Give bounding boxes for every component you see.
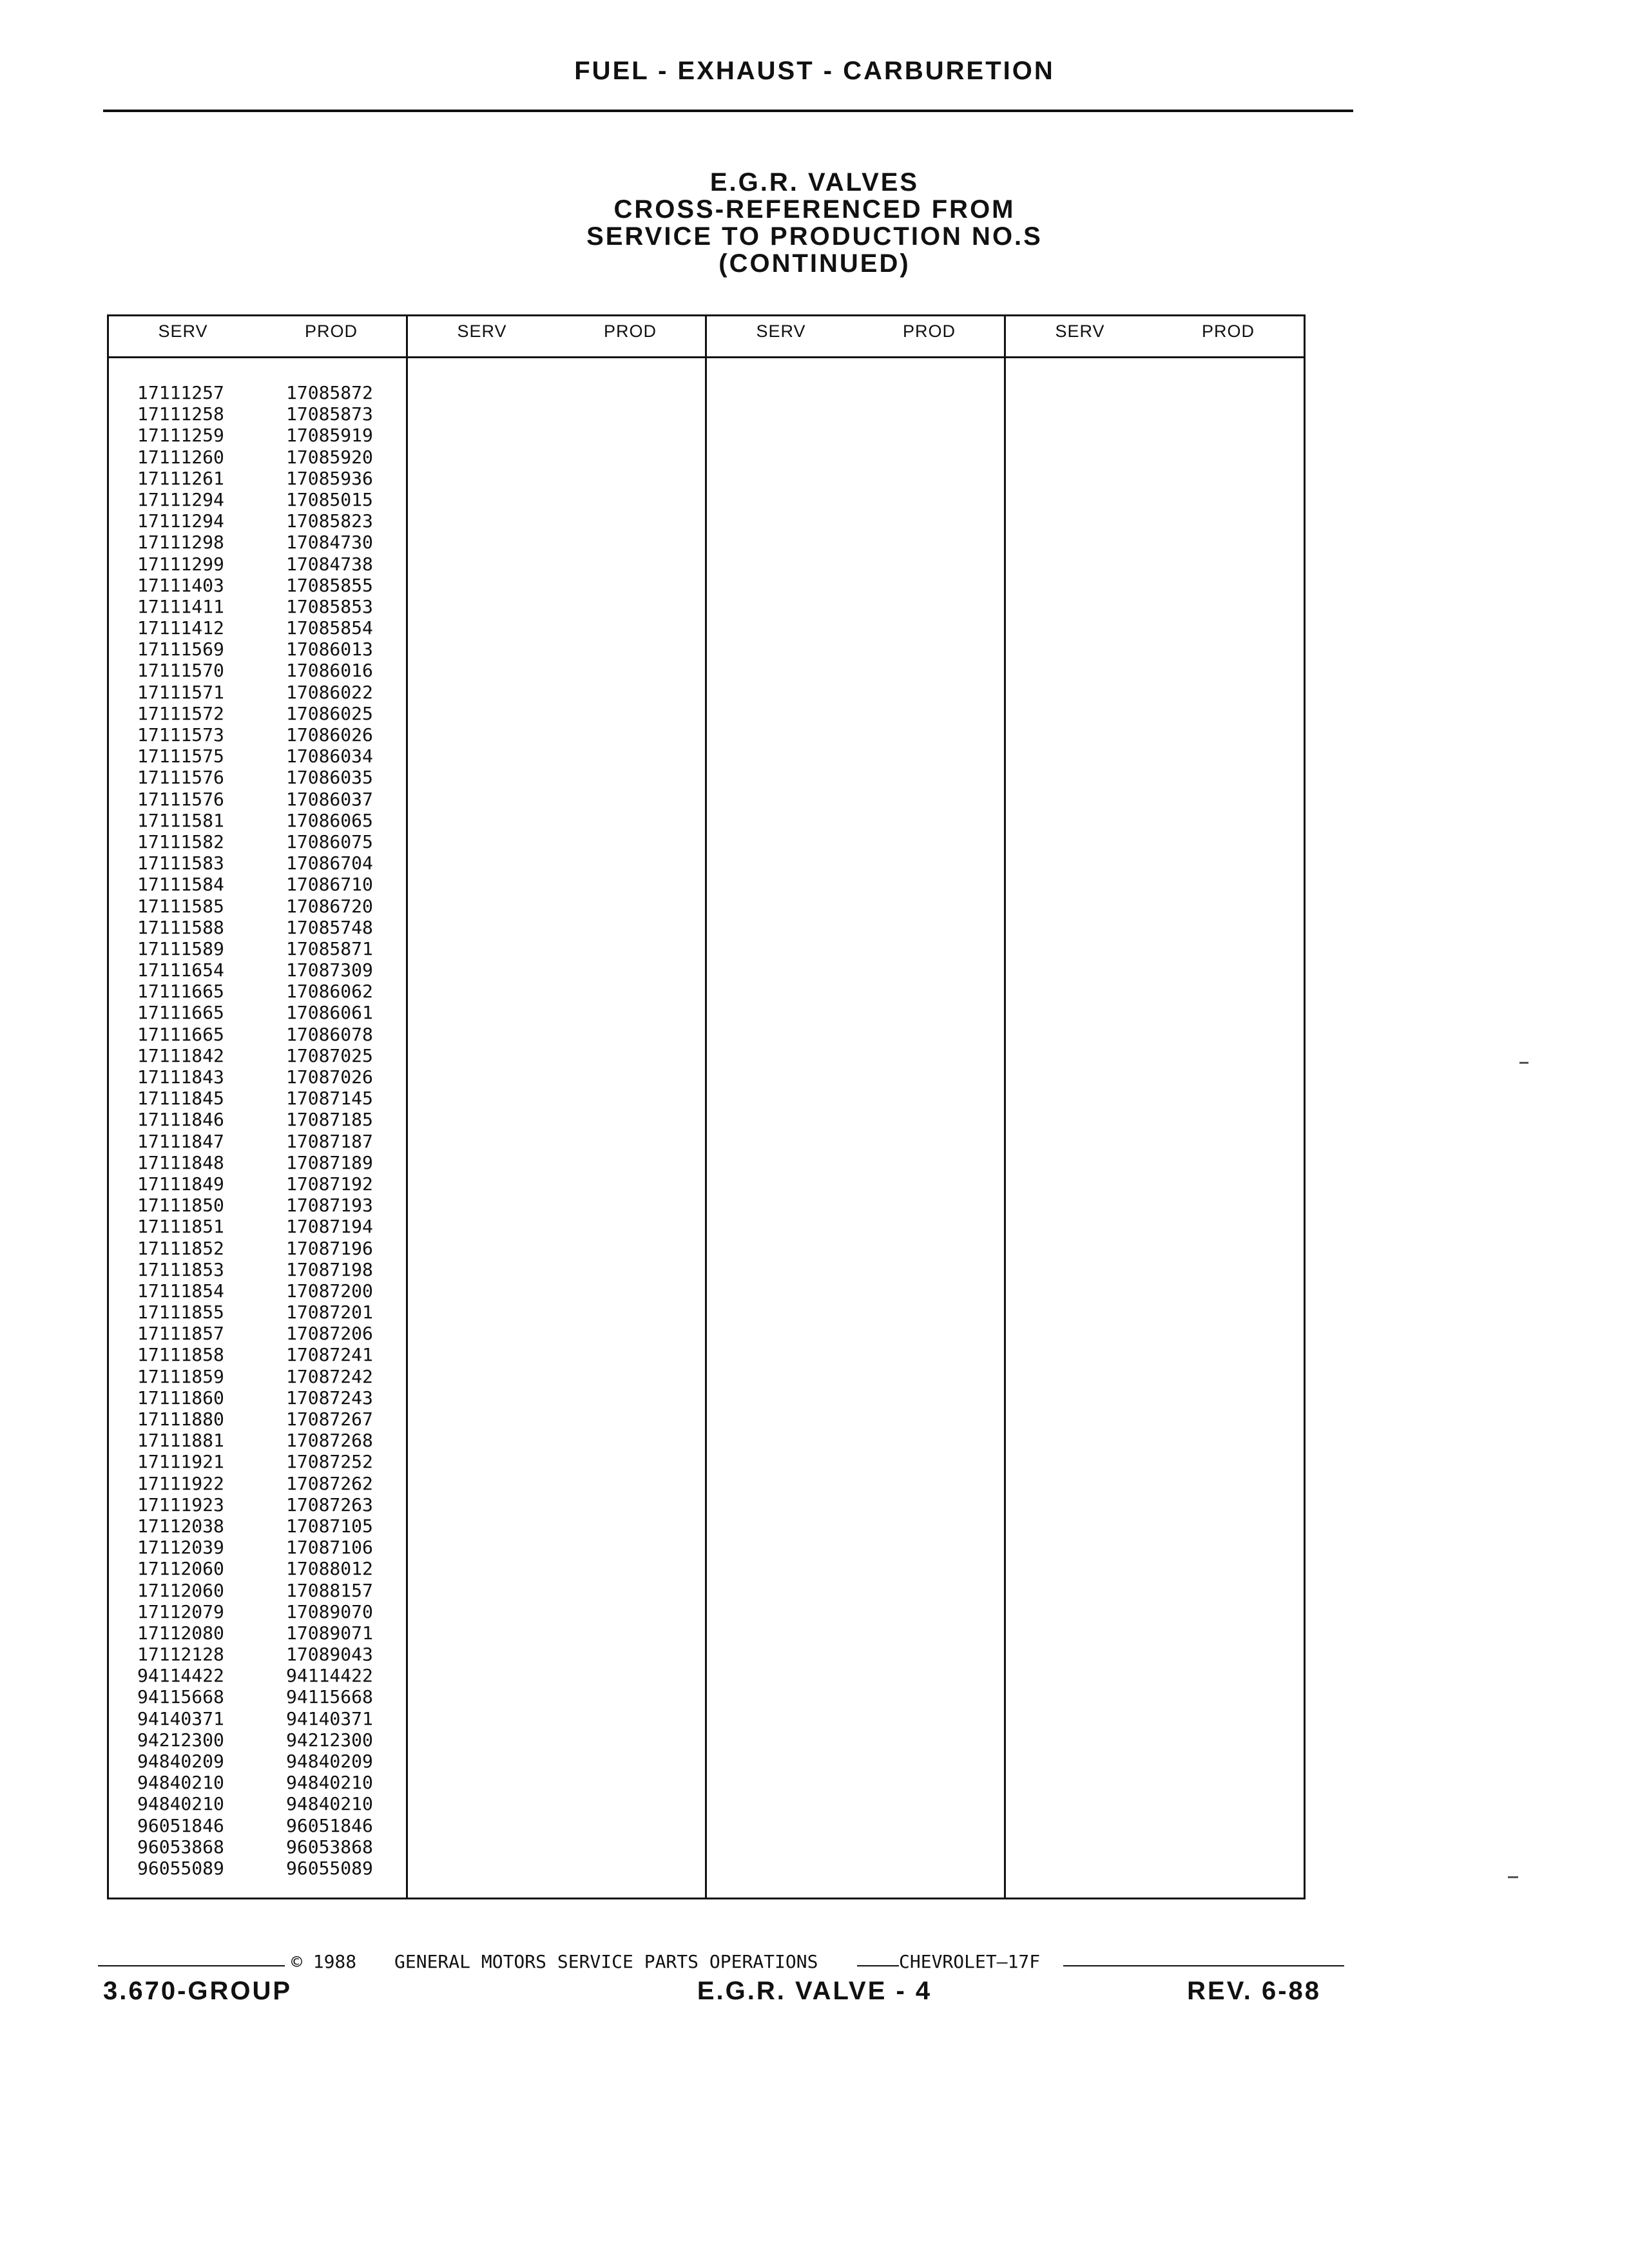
serv-number: 17111923: [137, 1494, 224, 1515]
prod-number: 17085823: [286, 510, 373, 532]
heading-line-4: (CONTINUED): [718, 249, 911, 278]
prod-number: 17087185: [286, 1109, 373, 1131]
table-row: [109, 468, 409, 489]
section-title: FUEL - EXHAUST - CARBURETION: [574, 57, 1055, 85]
prod-number: 17089071: [286, 1622, 373, 1644]
serv-number: 17111845: [137, 1088, 224, 1110]
prod-number: 17087241: [286, 1344, 373, 1366]
prod-number: 17087200: [286, 1280, 373, 1302]
table-row: [109, 1131, 409, 1152]
table-row: [109, 425, 409, 446]
company-name: GENERAL MOTORS SERVICE PARTS OPERATIONS: [394, 1951, 818, 1972]
prod-number: 17087192: [286, 1173, 373, 1195]
prod-number: 94840210: [286, 1772, 373, 1794]
table-row: [109, 917, 409, 938]
table-row: [109, 660, 409, 681]
column-divider: [1004, 316, 1006, 1898]
serv-number: 17111299: [137, 553, 224, 575]
prod-number: 17084738: [286, 553, 373, 575]
table-row: [109, 596, 409, 617]
table-row: [109, 382, 409, 403]
cross-reference-table: [107, 314, 1306, 1899]
prod-number: 17087201: [286, 1302, 373, 1323]
serv-number: 17111411: [137, 595, 224, 617]
serv-number: 17111849: [137, 1173, 224, 1195]
prod-number: 17087242: [286, 1365, 373, 1387]
prod-number: 17087263: [286, 1494, 373, 1515]
serv-number: 17112039: [137, 1537, 224, 1559]
serv-number: 17111880: [137, 1408, 224, 1430]
serv-number: 17111571: [137, 681, 224, 703]
serv-number: 17112038: [137, 1515, 224, 1537]
table-row: [109, 1836, 409, 1858]
prod-number: 96051846: [286, 1814, 373, 1836]
serv-number: 17111859: [137, 1365, 224, 1387]
serv-number: 17111851: [137, 1216, 224, 1238]
table-row: [109, 682, 409, 703]
table-row: [109, 1558, 409, 1579]
table-row: [109, 831, 409, 852]
scan-speck: [1508, 1876, 1518, 1878]
serv-number: 17111576: [137, 767, 224, 789]
table-row: [109, 1644, 409, 1665]
serv-number: 17111654: [137, 959, 224, 981]
table-row: [109, 639, 409, 660]
prod-number: 17087025: [286, 1044, 373, 1066]
table-row: [109, 403, 409, 425]
prod-number: 17086013: [286, 639, 373, 660]
footer-rule: [98, 1965, 285, 1966]
serv-number: 17111403: [137, 574, 224, 596]
prod-number: 17086034: [286, 745, 373, 767]
serv-number: 17111853: [137, 1258, 224, 1280]
table-row: [109, 896, 409, 917]
serv-number: 17111294: [137, 510, 224, 532]
prod-number: 17087206: [286, 1323, 373, 1345]
serv-number: 17111572: [137, 702, 224, 724]
serv-number: 17111848: [137, 1151, 224, 1173]
serv-number: 17112060: [137, 1558, 224, 1580]
serv-number: 94840210: [137, 1772, 224, 1794]
prod-number: 17085872: [286, 382, 373, 403]
serv-number: 17111589: [137, 937, 224, 959]
serv-number: 17111842: [137, 1044, 224, 1066]
prod-number: 17085871: [286, 937, 373, 959]
serv-number: 17111854: [137, 1280, 224, 1302]
prod-number: 17086061: [286, 1002, 373, 1024]
table-row: [109, 852, 409, 874]
table-row: [109, 532, 409, 553]
table-row: [109, 1858, 409, 1879]
prod-number: 96053868: [286, 1836, 373, 1858]
serv-number: 17111576: [137, 788, 224, 810]
prod-number: 94114422: [286, 1665, 373, 1687]
table-row: [109, 1216, 409, 1237]
table-row: [109, 1665, 409, 1686]
serv-number: 17111846: [137, 1109, 224, 1131]
serv-number: 17111860: [137, 1387, 224, 1408]
serv-number: 17112080: [137, 1622, 224, 1644]
serv-number: 94114422: [137, 1665, 224, 1687]
serv-number: 17111665: [137, 981, 224, 1003]
heading-line-2: CROSS-REFERENCED FROM: [613, 195, 1016, 224]
serv-number: 17112079: [137, 1600, 224, 1622]
column-header-serv: SERV: [158, 322, 208, 341]
serv-number: 17111569: [137, 639, 224, 660]
table-row: [109, 1259, 409, 1280]
prod-number: 17087252: [286, 1451, 373, 1473]
serv-number: 17111575: [137, 745, 224, 767]
serv-number: 17111881: [137, 1430, 224, 1452]
footer-rule: [1063, 1965, 1344, 1966]
serv-number: 17111257: [137, 382, 224, 403]
prod-number: 17087267: [286, 1408, 373, 1430]
prod-number: 17087106: [286, 1537, 373, 1559]
column-header-prod: PROD: [902, 322, 956, 341]
serv-number: 17111847: [137, 1130, 224, 1152]
prod-number: 17087026: [286, 1066, 373, 1088]
table-row: [109, 1302, 409, 1323]
serv-number: 17111298: [137, 532, 224, 553]
table-row: [109, 959, 409, 981]
serv-number: 94140371: [137, 1707, 224, 1729]
serv-number: 17112128: [137, 1644, 224, 1666]
table-row: [109, 617, 409, 639]
table-row: [109, 1173, 409, 1195]
serv-number: 96053868: [137, 1836, 224, 1858]
table-row: [109, 1601, 409, 1622]
serv-number: 17111855: [137, 1302, 224, 1323]
table-row: [109, 1109, 409, 1130]
table-row: [109, 1537, 409, 1558]
table-row: [109, 1751, 409, 1772]
serv-number: 17111843: [137, 1066, 224, 1088]
prod-number: 17085855: [286, 574, 373, 596]
table-row: [109, 1793, 409, 1814]
table-row: [109, 1238, 409, 1259]
prod-number: 17085936: [286, 467, 373, 489]
prod-number: 17086025: [286, 702, 373, 724]
table-row: [109, 1772, 409, 1793]
table-heading: [0, 169, 1629, 277]
prod-number: 17085015: [286, 488, 373, 510]
serv-number: 96055089: [137, 1857, 224, 1879]
table-row: [109, 1344, 409, 1365]
page-label: E.G.R. VALVE - 4: [697, 1977, 932, 2005]
serv-number: 17111583: [137, 852, 224, 874]
copyright-text: © 1988: [291, 1951, 357, 1972]
serv-number: 17111850: [137, 1195, 224, 1216]
prod-number: 17085919: [286, 425, 373, 447]
prod-number: 17087196: [286, 1237, 373, 1259]
serv-number: 94115668: [137, 1686, 224, 1708]
serv-number: 17111294: [137, 488, 224, 510]
table-row: [109, 1066, 409, 1088]
serv-number: 17111412: [137, 617, 224, 639]
table-row: [109, 874, 409, 895]
serv-number: 17111585: [137, 895, 224, 917]
prod-number: 17086035: [286, 767, 373, 789]
table-row: [109, 1024, 409, 1045]
group-label: 3.670-GROUP: [103, 1977, 293, 2005]
table-row: [109, 575, 409, 596]
table-row: [109, 1366, 409, 1387]
serv-number: 94212300: [137, 1729, 224, 1751]
column-header-serv: SERV: [1055, 322, 1105, 341]
prod-number: 17087145: [286, 1088, 373, 1110]
prod-number: 17086704: [286, 852, 373, 874]
serv-number: 17111582: [137, 831, 224, 852]
header-rule: [103, 110, 1353, 112]
prod-number: 17087198: [286, 1258, 373, 1280]
serv-number: 17111581: [137, 809, 224, 831]
serv-number: 17111852: [137, 1237, 224, 1259]
heading-line-3: SERVICE TO PRODUCTION NO.S: [586, 222, 1043, 251]
footer-rule: [857, 1965, 899, 1966]
table-row: [109, 1686, 409, 1707]
prod-number: 17088157: [286, 1579, 373, 1601]
prod-number: 96055089: [286, 1857, 373, 1879]
prod-number: 94840210: [286, 1793, 373, 1815]
table-row: [109, 1152, 409, 1173]
serv-number: 17111858: [137, 1344, 224, 1366]
serv-number: 17111857: [137, 1323, 224, 1345]
serv-number: 96051846: [137, 1814, 224, 1836]
prod-number: 17087194: [286, 1216, 373, 1238]
brand-code: CHEVROLET—17F: [899, 1951, 1041, 1972]
serv-number: 17111665: [137, 1002, 224, 1024]
prod-number: 17086037: [286, 788, 373, 810]
prod-number: 17086016: [286, 660, 373, 682]
table-row: [109, 1451, 409, 1472]
table-row: [109, 1088, 409, 1109]
serv-number: 17111573: [137, 724, 224, 745]
serv-number: 17111665: [137, 1023, 224, 1045]
table-row: [109, 1045, 409, 1066]
column-header-prod: PROD: [1201, 322, 1255, 341]
serv-number: 17111260: [137, 446, 224, 468]
prod-number: 17087262: [286, 1472, 373, 1494]
serv-number: 94840209: [137, 1751, 224, 1772]
table-row: [109, 1729, 409, 1751]
serv-number: 17111588: [137, 916, 224, 938]
scan-speck: [1519, 1062, 1528, 1064]
prod-number: 17086075: [286, 831, 373, 852]
serv-number: 17111922: [137, 1472, 224, 1494]
table-row: [109, 789, 409, 810]
table-row: [109, 1323, 409, 1344]
serv-number: 17111570: [137, 660, 224, 682]
prod-number: 17087309: [286, 959, 373, 981]
serv-number: 17111259: [137, 425, 224, 447]
table-row: [109, 767, 409, 788]
serv-number: 17111921: [137, 1451, 224, 1473]
prod-number: 17085854: [286, 617, 373, 639]
prod-number: 17086710: [286, 874, 373, 896]
prod-number: 17086026: [286, 724, 373, 745]
table-row: [109, 1515, 409, 1537]
table-row: [109, 1494, 409, 1515]
prod-number: 94840209: [286, 1751, 373, 1772]
prod-number: 17085853: [286, 595, 373, 617]
prod-number: 17086078: [286, 1023, 373, 1045]
table-row: [109, 938, 409, 959]
table-row: [109, 724, 409, 745]
table-row: [109, 510, 409, 532]
heading-line-1: E.G.R. VALVES: [709, 168, 920, 197]
prod-number: 17087243: [286, 1387, 373, 1408]
prod-number: 17085748: [286, 916, 373, 938]
prod-number: 94212300: [286, 1729, 373, 1751]
column-header-serv: SERV: [457, 322, 507, 341]
table-row: [109, 981, 409, 1002]
table-row: [109, 745, 409, 767]
serv-number: 17111261: [137, 467, 224, 489]
prod-number: 17087105: [286, 1515, 373, 1537]
table-row: [109, 1280, 409, 1302]
prod-number: 17086720: [286, 895, 373, 917]
table-row: [109, 1580, 409, 1601]
serv-number: 17111258: [137, 403, 224, 425]
table-row: [109, 1708, 409, 1729]
prod-number: 17087193: [286, 1195, 373, 1216]
table-row: [109, 703, 409, 724]
table-row: [109, 1387, 409, 1408]
prod-number: 17086062: [286, 981, 373, 1003]
column-header-prod: PROD: [304, 322, 358, 341]
prod-number: 17086065: [286, 809, 373, 831]
prod-number: 94115668: [286, 1686, 373, 1708]
table-row: [109, 1430, 409, 1451]
table-row: [109, 810, 409, 831]
prod-number: 94140371: [286, 1707, 373, 1729]
prod-number: 17089070: [286, 1600, 373, 1622]
table-row: [109, 553, 409, 575]
serv-number: 17111584: [137, 874, 224, 896]
revision-label: REV. 6-88: [1187, 1977, 1321, 2005]
table-row: [109, 447, 409, 468]
prod-number: 17086022: [286, 681, 373, 703]
prod-number: 17087187: [286, 1130, 373, 1152]
table-body: [109, 382, 409, 1879]
table-row: [109, 1473, 409, 1494]
table-row: [109, 1195, 409, 1216]
prod-number: 17088012: [286, 1558, 373, 1580]
serv-number: 17112060: [137, 1579, 224, 1601]
prod-number: 17085920: [286, 446, 373, 468]
column-header-prod: PROD: [603, 322, 657, 341]
serv-number: 94840210: [137, 1793, 224, 1815]
table-row: [109, 489, 409, 510]
prod-number: 17089043: [286, 1644, 373, 1666]
column-divider: [705, 316, 707, 1898]
table-row: [109, 1408, 409, 1430]
table-row: [109, 1622, 409, 1644]
prod-number: 17084730: [286, 532, 373, 553]
prod-number: 17085873: [286, 403, 373, 425]
prod-number: 17087189: [286, 1151, 373, 1173]
table-row: [109, 1002, 409, 1023]
column-header-serv: SERV: [756, 322, 806, 341]
table-row: [109, 1815, 409, 1836]
prod-number: 17087268: [286, 1430, 373, 1452]
